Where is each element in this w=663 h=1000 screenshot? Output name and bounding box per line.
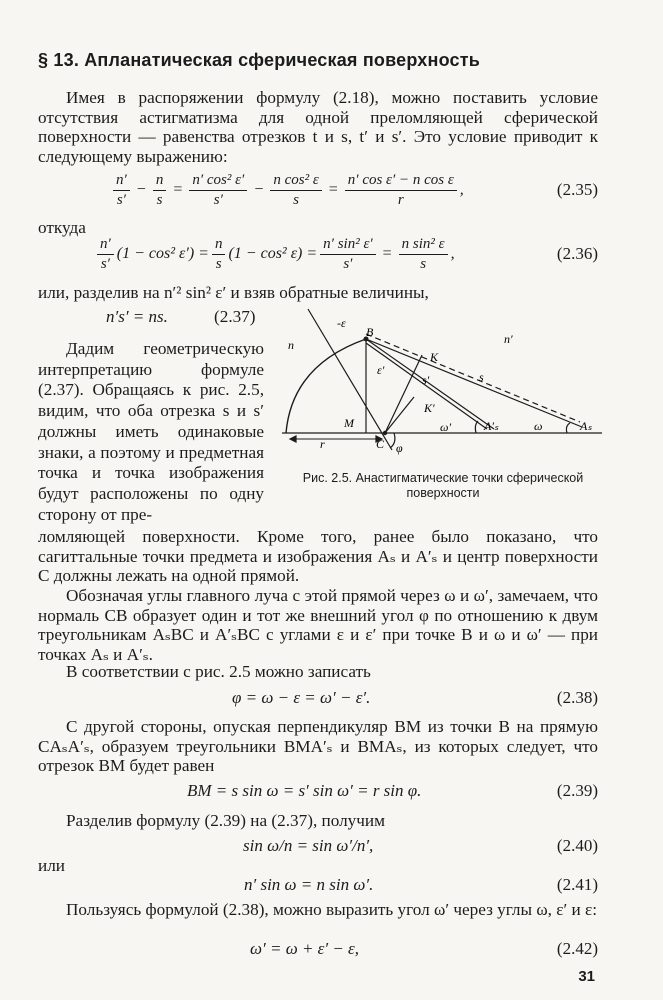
label-K-prime: K′ (424, 401, 435, 415)
label-M: M (344, 416, 354, 430)
label-B: B (366, 325, 374, 339)
equation-number: (2.42) (556, 939, 598, 958)
equation-2-39: BM = s sin ω = s′ sin ω′ = r sin φ. (187, 781, 422, 800)
word-otkuda: откуда (38, 218, 86, 237)
section-title: § 13. Апланатическая сферическая поверхность (38, 50, 481, 70)
label-s-prime: s′ (422, 373, 430, 387)
label-phi: φ (396, 441, 403, 455)
paragraph-1: Имея в распоряжении формулу (2.18), можно поставить условие отсутствия астигматизма для одной преломляющей сферической поверхности — равенства отрезков t и s, t′ и s′. Это условие приводит к следующему выражению: (38, 88, 598, 166)
label-As-prime: A′ₛ (484, 419, 499, 433)
equation-2-42: ω′ = ω + ε′ − ε, (250, 939, 360, 958)
label-As: Aₛ (580, 419, 592, 433)
equation-number: (2.39) (556, 781, 598, 800)
paragraph-6: С другой стороны, опуская перпендикуляр BM из точки B на прямую CAₛA′ₛ, образуем треугольники BMA′ₛ и BMAₛ, из которых следует, что отрезок BM будет равен (38, 717, 598, 775)
label-omega-prime: ω′ (440, 420, 452, 434)
label-n: n (288, 338, 294, 352)
equation-number: (2.38) (556, 688, 598, 707)
equation-number: (2.37) (214, 307, 256, 326)
label-neg-eps: -ε (337, 316, 346, 330)
angle-omega-arc (566, 423, 570, 433)
paragraph-4: Обозначая углы главного луча с этой прямой через ω и ω′, замечаем, что нормаль CB образует один и тот же внешний угол φ по отношению к двум треугольникам AₛBC и A′ₛBC с углами ε и ε′ при точке B и ω и ω′ — при точках Aₛ и A′ₛ. (38, 586, 598, 664)
label-eps-prime: ε′ (377, 363, 385, 377)
equation-number: (2.40) (556, 836, 598, 855)
dashed-tangential (366, 334, 580, 422)
ray-B-As (366, 339, 582, 427)
equation-2-38: φ = ω − ε = ω′ − ε′. (232, 688, 371, 707)
paragraph-2: или, разделив на n′² sin² ε′ и взяв обратные величины, (38, 283, 429, 302)
paragraph-7: Разделив формулу (2.39) на (2.37), получим (66, 811, 385, 830)
equation-number: (2.35) (556, 180, 598, 199)
equation-2-37: n′s′ = ns. (106, 307, 168, 326)
equation-2-35: $\frac{n'}{s'}$ − $\frac{n}{s}$ = $\frac{\text{n′ cos² ε′}}{s'}$ − $\frac{\text{n cos² ε}}{s}$ = $\frac{\text{n′ cos ε′ − n cos ε}}{r}$ , (2.35) (38, 168, 598, 212)
label-K: K (430, 350, 439, 364)
label-s: s (479, 370, 484, 384)
label-omega: ω (534, 419, 543, 433)
figure-2-5 (282, 305, 602, 465)
paragraph-3-continued: ломляющей поверхности. Кроме того, ранее было показано, что сагиттальные точки предмета и изображения Aₛ и A′ₛ и центр поверхности C должны лежать на одной прямой. (38, 527, 598, 585)
paragraph-5: В соответствии с рис. 2.5 можно записать (66, 662, 371, 681)
equation-number: (2.41) (556, 875, 598, 894)
label-r: r (320, 437, 325, 451)
equation-number: (2.36) (556, 244, 598, 263)
page-number: 31 (578, 968, 595, 985)
word-ili: или (38, 856, 65, 875)
line-C-K (385, 355, 422, 433)
label-n-prime: n′ (504, 332, 513, 346)
equation-2-40: sin ω/n = sin ω′/n′, (243, 836, 374, 855)
paragraph-8: Пользуясь формулой (2.38), можно выразить угол ω′ через углы ω, ε′ и ε: (66, 900, 598, 919)
label-C: C (376, 437, 385, 451)
angle-phi-arc (390, 433, 395, 448)
paragraph-3: Дадим геометрическую интерпретацию формуле (2.37). Обращаясь к рис. 2.5, видим, что оба отрезка s и s′ должны иметь одинаковые знаки, а поэтому и предметная точка и точка изображения будут расположены по одну сторону от пре- (38, 339, 264, 524)
equation-2-36: $\frac{n'}{s'}$ (1 − cos² ε′) = $\frac{n}{s}$ (1 − cos² ε) = $\frac{\text{n′ sin² ε′}}{s'}$ = $\frac{\text{n sin² ε}}{s}$ , (2.36) (38, 232, 598, 276)
equation-2-41: n′ sin ω = n sin ω′. (244, 875, 374, 894)
figure-caption: Рис. 2.5. Анастигматические точки сферической поверхности (302, 471, 584, 500)
